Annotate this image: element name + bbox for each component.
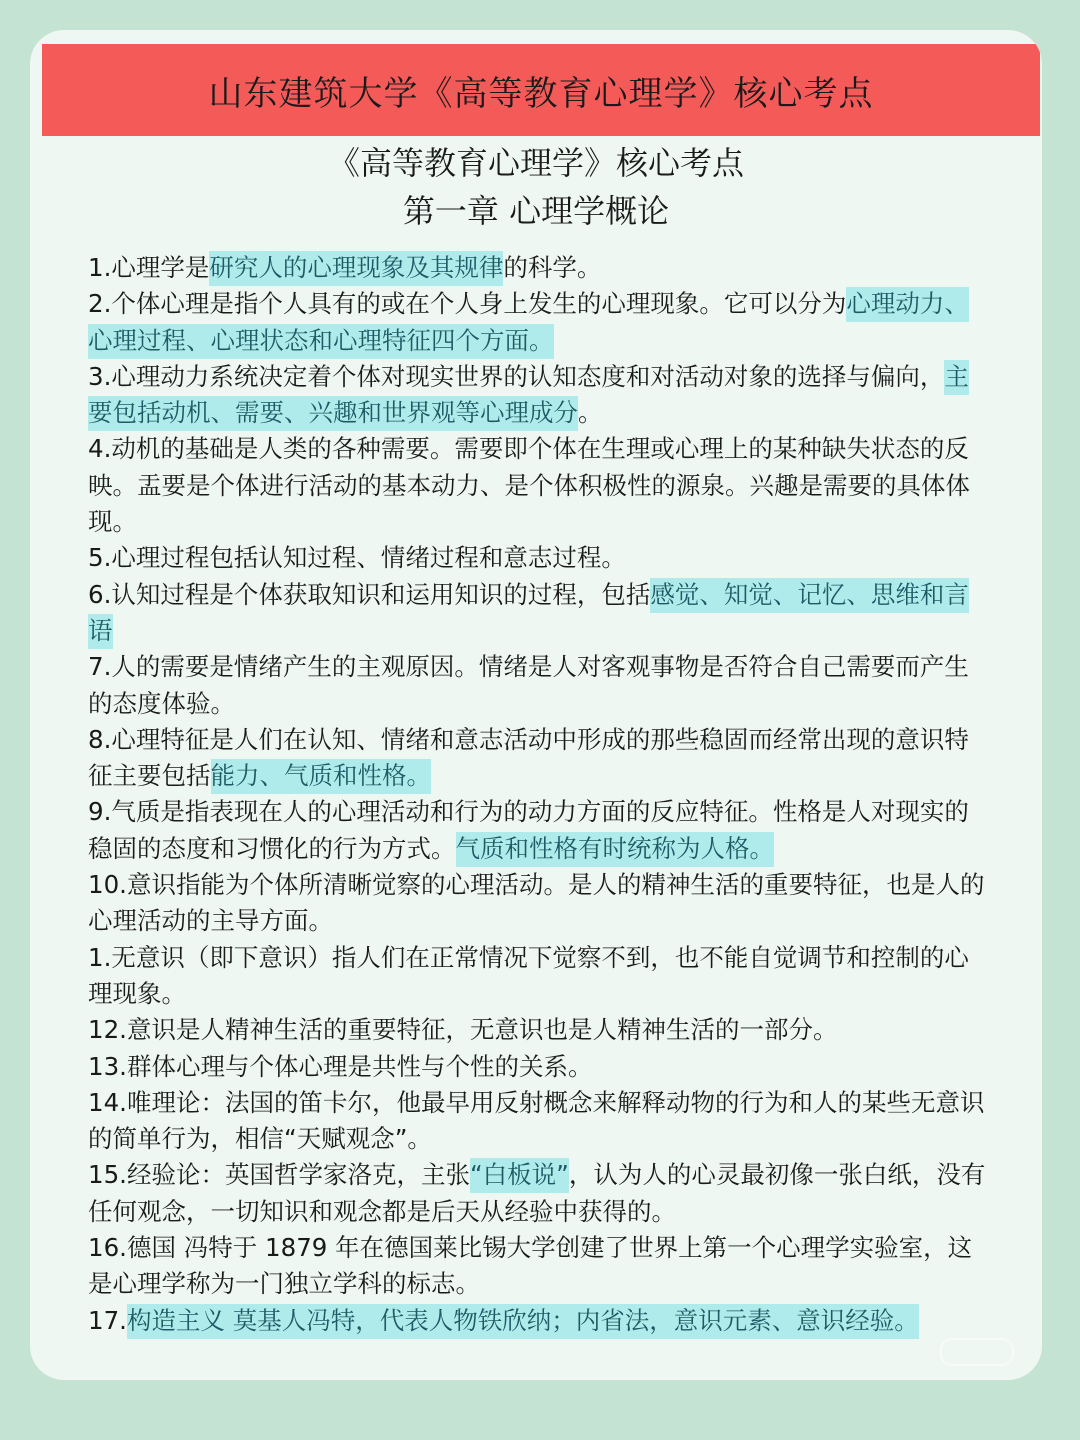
highlighted-text: 心理动力、心理过程、心理状态和心理特征四个方面。 bbox=[88, 287, 969, 358]
note-item bbox=[88, 940, 988, 1013]
note-item bbox=[88, 1049, 988, 1085]
note-text: 17. bbox=[88, 1305, 127, 1335]
note-text: 8.心理特征是人们在认知、情绪和意志活动中形成的那些稳固而经常出现的意识特征主要包括 bbox=[88, 724, 969, 791]
highlighted-text: 构造主义 莫基人冯特，代表人物铁欣纳；内省法，意识元素、意识经验。 bbox=[127, 1304, 919, 1339]
note-text: 。 bbox=[578, 398, 603, 428]
highlighted-text: 感觉、知觉、记忆、思维和言语 bbox=[88, 578, 969, 649]
note-item bbox=[88, 1230, 988, 1303]
note-item bbox=[88, 1012, 988, 1048]
highlighted-text: 主要包括动机、需要、兴趣和世界观等心理成分 bbox=[88, 360, 969, 431]
note-text: 13.群体心理与个体心理是共性与个性的关系。 bbox=[88, 1051, 593, 1081]
note-text: 7.人的需要是情绪产生的主观原因。情绪是人对客观事物是否符合自己需要而产生的态度体验。 bbox=[88, 652, 969, 718]
note-text: 15.经验论：英国哲学家洛克，主张 bbox=[88, 1160, 470, 1190]
note-text: ，认为人的心灵最初像一张白纸，没有任何观念，一切知识和观念都是后天从经验中获得的。 bbox=[88, 1160, 986, 1226]
note-text: 4.动机的基础是人类的各种需要。需要即个体在生理或心理上的某种缺失状态的反映。盂要是个体进行活动的基本动力、是个体积极性的源泉。兴趣是需要的具体体现。 bbox=[88, 434, 970, 537]
note-item bbox=[88, 250, 988, 286]
note-item bbox=[88, 540, 988, 576]
note-text: 3.心理动力系统决定着个体对现实世界的认知态度和对活动对象的选择与偏向， bbox=[88, 361, 945, 391]
highlighted-text: “白板说” bbox=[470, 1158, 569, 1193]
note-item bbox=[88, 1157, 988, 1230]
document-title: 《高等教育心理学》核心考点 bbox=[327, 144, 744, 182]
note-item bbox=[88, 577, 988, 650]
highlighted-text: 能力、气质和性格。 bbox=[211, 759, 432, 794]
note-item bbox=[88, 794, 988, 867]
note-item bbox=[88, 649, 988, 722]
note-text: 16.德国 冯特于 1879 年在德国莱比锡大学创建了世界上第一个心理学实验室，这是心理学称为一门独立学科的标志。 bbox=[88, 1233, 973, 1299]
note-item bbox=[88, 1085, 988, 1158]
note-item bbox=[88, 1303, 988, 1339]
title-banner bbox=[42, 44, 1040, 136]
note-text: 2.个体心理是指个人具有的或在个人身上发生的心理现象。它可以分为 bbox=[88, 289, 847, 319]
note-text: 1.心理学是 bbox=[88, 253, 210, 282]
note-text: 9.气质是指表现在人的心理活动和行为的动力方面的反应特征。性格是人对现实的稳固的态度和习惯化的行为方式。 bbox=[88, 797, 969, 863]
note-text: 12.意识是人精神生活的重要特征，无意识也是人精神生活的一部分。 bbox=[88, 1015, 838, 1045]
note-item bbox=[88, 722, 988, 795]
note-text: 10.意识指能为个体所清晰觉察的心理活动。是人的精神生活的重要特征，也是人的心理活动的主导方面。 bbox=[88, 870, 985, 936]
banner-title: 山东建筑大学《高等教育心理学》核心考点 bbox=[208, 73, 874, 114]
notes-list bbox=[88, 250, 988, 1339]
document-card bbox=[30, 30, 1042, 1380]
watermark-logo bbox=[940, 1338, 1014, 1366]
note-item bbox=[88, 286, 988, 359]
note-item bbox=[88, 359, 988, 432]
note-text: 6.认知过程是个体获取知识和运用知识的过程，包括 bbox=[88, 579, 651, 609]
chapter-title: 第一章 心理学概论 bbox=[402, 192, 670, 230]
note-item bbox=[88, 867, 988, 940]
note-text: 5.心理过程包括认知过程、情绪过程和意志过程。 bbox=[88, 543, 626, 573]
note-text: 14.唯理论：法国的笛卡尔，他最早用反射概念来解释动物的行为和人的某些无意识的简单行为，相信“天赋观念”。 bbox=[88, 1087, 985, 1154]
highlighted-text: 研究人的心理现象及其规律 bbox=[209, 251, 503, 286]
note-text: 的科学。 bbox=[503, 253, 602, 282]
highlighted-text: 气质和性格有时统称为人格。 bbox=[456, 832, 775, 867]
note-text: 1.无意识（即下意识）指人们在正常情况下觉察不到，也不能自觉调节和控制的心理现象。 bbox=[88, 942, 969, 1008]
note-item bbox=[88, 431, 988, 540]
